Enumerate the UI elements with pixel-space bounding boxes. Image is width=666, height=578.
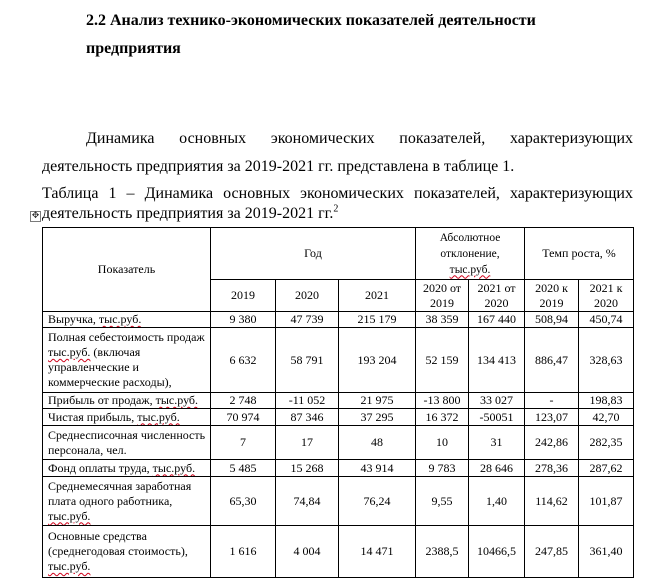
cell-2020: 4 004	[276, 526, 339, 578]
cell-growth-2: 282,35	[579, 426, 634, 460]
row-name: Основные средства (среднегодовая стоимость), тыс.руб.	[43, 526, 211, 578]
header-growth-group: Темп роста, %	[525, 228, 634, 280]
cell-abs-1: 52 159	[416, 328, 469, 393]
section-heading	[86, 7, 646, 63]
cell-abs-2: 167 440	[469, 312, 525, 328]
row-name: Среднемесячная заработная плата одного работника, тыс.руб.	[43, 477, 211, 526]
intro-paragraph	[42, 125, 633, 181]
footnote-mark: 2	[333, 203, 339, 215]
cell-growth-2: 42,70	[579, 409, 634, 426]
cell-growth-1: 123,07	[525, 409, 579, 426]
cell-abs-1: 9 783	[416, 460, 469, 477]
cell-abs-1: 2388,5	[416, 526, 469, 578]
row-name: Полная себестоимость продаж тыс.руб. (включая управленческие и коммерческие расходы),	[43, 328, 211, 393]
intro-paragraph-line1: Динамика основных экономических показателей, характеризующих	[86, 130, 633, 147]
cell-growth-2: 328,63	[579, 328, 634, 393]
abs-line3: тыс.руб.	[449, 263, 491, 276]
header-growth-2020: 2020 к 2019	[525, 280, 579, 312]
cell-2019: 5 485	[211, 460, 276, 477]
section-heading-line2: предприятия	[86, 40, 181, 57]
indicators-table	[42, 227, 634, 578]
table-row	[43, 328, 634, 393]
cell-2019: 6 632	[211, 328, 276, 393]
cell-2021: 43 914	[339, 460, 416, 477]
cell-growth-2: 450,74	[579, 312, 634, 328]
cell-growth-2: 198,83	[579, 393, 634, 409]
header-row-1	[43, 228, 634, 280]
header-abs-group	[416, 228, 525, 280]
table-row	[43, 426, 634, 460]
header-growth-2021: 2021 к 2020	[579, 280, 634, 312]
table-row	[43, 526, 634, 578]
cell-2019: 7	[211, 426, 276, 460]
header-year-2019: 2019	[211, 280, 276, 312]
table-row	[43, 393, 634, 409]
cell-2019: 2 748	[211, 393, 276, 409]
section-heading-line1: 2.2 Анализ технико-экономических показателей деятельности	[86, 12, 536, 29]
cell-growth-1: 242,86	[525, 426, 579, 460]
cell-2019: 65,30	[211, 477, 276, 526]
row-name: Чистая прибыль, тыс.руб.	[43, 409, 211, 426]
row-name: Среднесписочная численность персонала, чел.	[43, 426, 211, 460]
cell-abs-1: 10	[416, 426, 469, 460]
cell-growth-1: 278,36	[525, 460, 579, 477]
unit: тыс.руб.	[155, 393, 199, 407]
cell-2019: 1 616	[211, 526, 276, 578]
cell-2021: 193 204	[339, 328, 416, 393]
table-row	[43, 460, 634, 477]
unit: тыс.руб.	[98, 312, 142, 326]
cell-2020: 87 346	[276, 409, 339, 426]
cell-2019: 9 380	[211, 312, 276, 328]
unit: тыс.руб.	[48, 345, 91, 359]
cell-abs-1: 9,55	[416, 477, 469, 526]
abs-line1: Абсолютное	[439, 231, 501, 244]
header-abs-2020: 2020 от 2019	[416, 280, 469, 312]
cell-2020: 15 268	[276, 460, 339, 477]
row-name: Выручка, тыс.руб.	[43, 312, 211, 328]
table-caption-line1: Таблица 1 – Динамика основных экономических показателей, характеризующих	[42, 185, 633, 202]
cell-abs-2: 10466,5	[469, 526, 525, 578]
cell-abs-2: 33 027	[469, 393, 525, 409]
cell-2020: 47 739	[276, 312, 339, 328]
unit: тыс.руб.	[152, 460, 196, 475]
row-name: Прибыль от продаж, тыс.руб.	[43, 393, 211, 409]
cell-2019: 70 974	[211, 409, 276, 426]
table-caption-line2-text: деятельность предприятия за 2019-2021 гг.	[42, 205, 334, 222]
intro-paragraph-line2: деятельность предприятия за 2019-2021 гг. представлена в таблице 1.	[42, 158, 515, 175]
cell-growth-1: 114,62	[525, 477, 579, 526]
cell-2021: 14 471	[339, 526, 416, 578]
table-caption	[42, 184, 633, 224]
cell-abs-1: -13 800	[416, 393, 469, 409]
unit: тыс.руб.	[48, 559, 91, 573]
cell-2020: 17	[276, 426, 339, 460]
cell-2020: 74,84	[276, 477, 339, 526]
cell-abs-1: 38 359	[416, 312, 469, 328]
cell-2021: 37 295	[339, 409, 416, 426]
cell-growth-1: 247,85	[525, 526, 579, 578]
cell-abs-2: 28 646	[469, 460, 525, 477]
cell-abs-2: 31	[469, 426, 525, 460]
cell-2021: 48	[339, 426, 416, 460]
abs-line2: отклонение,	[440, 247, 500, 260]
header-year-group: Год	[211, 228, 416, 280]
cell-abs-2: 1,40	[469, 477, 525, 526]
unit: тыс.руб.	[48, 508, 91, 523]
unit: тыс.руб.	[137, 409, 180, 424]
cell-2020: -11 052	[276, 393, 339, 409]
cell-abs-1: 16 372	[416, 409, 469, 426]
cell-growth-2: 101,87	[579, 477, 634, 526]
table-row	[43, 477, 634, 526]
cell-abs-2: 134 413	[469, 328, 525, 393]
cell-growth-1: -	[525, 393, 579, 409]
header-abs-group-text	[440, 232, 501, 276]
header-indicator: Показатель	[43, 228, 211, 312]
cell-growth-1: 886,47	[525, 328, 579, 393]
header-year-2020: 2020	[276, 280, 339, 312]
cell-2021: 76,24	[339, 477, 416, 526]
cell-2021: 21 975	[339, 393, 416, 409]
row-name: Фонд оплаты труда, тыс.руб.	[43, 460, 211, 477]
table-move-handle-icon[interactable]: ✥	[31, 211, 40, 221]
cell-2021: 215 179	[339, 312, 416, 328]
table-row	[43, 409, 634, 426]
table-caption-line2	[42, 204, 633, 224]
table-row	[43, 312, 634, 328]
cell-growth-2: 287,62	[579, 460, 634, 477]
cell-2020: 58 791	[276, 328, 339, 393]
header-year-2021: 2021	[339, 280, 416, 312]
cell-abs-2: -50051	[469, 409, 525, 426]
cell-growth-1: 508,94	[525, 312, 579, 328]
cell-growth-2: 361,40	[579, 526, 634, 578]
header-abs-2021: 2021 от 2020	[469, 280, 525, 312]
